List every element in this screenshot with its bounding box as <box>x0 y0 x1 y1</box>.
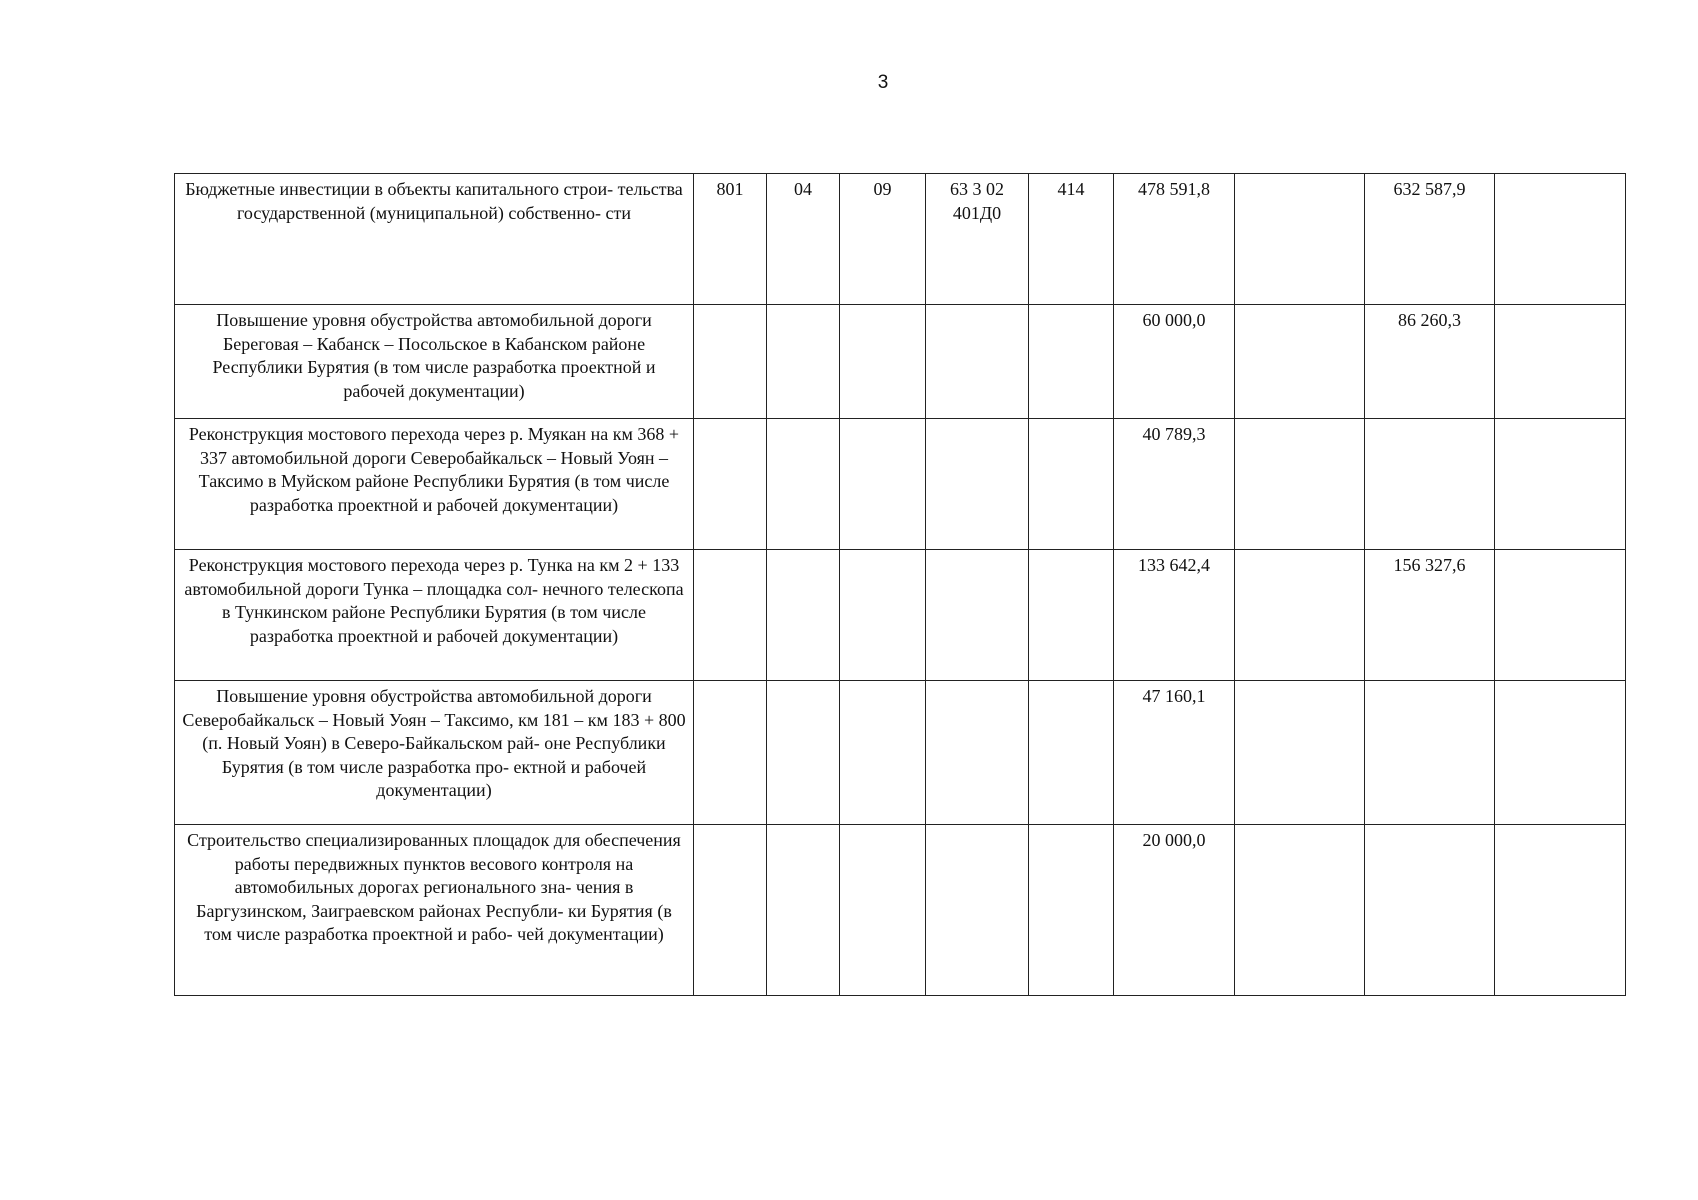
amount-cell-1: 40 789,3 <box>1114 419 1235 550</box>
amount-cell-1: 47 160,1 <box>1114 681 1235 825</box>
subsection-code-cell <box>840 681 926 825</box>
subsection-code-cell <box>840 305 926 419</box>
ministry-code-cell <box>694 419 767 550</box>
section-code-cell <box>767 305 840 419</box>
table-body <box>175 174 1626 996</box>
description-cell: Строительство специализированных площадок для обеспечения работы передвижных пунктов весового контроля на автомобильных дорогах регионального зна- чения в Баргузинском, Заиграевском районах Республи- ки Бурятия (в том числе разработка проектной и рабо- чей документации) <box>175 825 694 996</box>
amount-cell-4 <box>1495 681 1626 825</box>
table-row <box>175 419 1626 550</box>
expense-type-cell <box>1029 825 1114 996</box>
subsection-code-cell <box>840 419 926 550</box>
subsection-code-cell <box>840 550 926 681</box>
amount-cell-4 <box>1495 550 1626 681</box>
description-cell: Реконструкция мостового перехода через р. Тунка на км 2 + 133 автомобильной дороги Тунка – площадка сол- нечного телескопа в Тункинском районе Республики Бурятия (в том числе разработка проектной и рабочей документации) <box>175 550 694 681</box>
amount-cell-2 <box>1235 305 1365 419</box>
description-cell: Повышение уровня обустройства автомобильной дороги Северобайкальск – Новый Уоян – Таксимо, км 181 – км 183 + 800 (п. Новый Уоян) в Северо-Байкальском рай- оне Республики Бурятия (в том числе разработка про- ектной и рабочей документации) <box>175 681 694 825</box>
table-row <box>175 305 1626 419</box>
target-article-cell <box>926 825 1029 996</box>
description-cell: Реконструкция мостового перехода через р. Муякан на км 368 + 337 автомобильной дороги Северобайкальск – Новый Уоян – Таксимо в Муйском районе Республики Бурятия (в том числе разработка проектной и рабочей документации) <box>175 419 694 550</box>
expense-type-cell: 414 <box>1029 174 1114 305</box>
expense-type-cell <box>1029 681 1114 825</box>
amount-cell-2 <box>1235 419 1365 550</box>
target-article-cell: 63 3 02 401Д0 <box>926 174 1029 305</box>
amount-cell-1: 478 591,8 <box>1114 174 1235 305</box>
budget-table <box>174 173 1626 996</box>
section-code-cell <box>767 681 840 825</box>
target-article-cell <box>926 305 1029 419</box>
section-code-cell <box>767 550 840 681</box>
expense-type-cell <box>1029 550 1114 681</box>
page-number: 3 <box>877 72 889 93</box>
amount-cell-1: 133 642,4 <box>1114 550 1235 681</box>
amount-cell-1: 20 000,0 <box>1114 825 1235 996</box>
amount-cell-4 <box>1495 825 1626 996</box>
expense-type-cell <box>1029 419 1114 550</box>
amount-cell-3: 632 587,9 <box>1365 174 1495 305</box>
amount-cell-4 <box>1495 174 1626 305</box>
target-article-cell <box>926 419 1029 550</box>
amount-cell-2 <box>1235 550 1365 681</box>
table-row <box>175 550 1626 681</box>
section-code-cell: 04 <box>767 174 840 305</box>
table-row <box>175 825 1626 996</box>
amount-cell-2 <box>1235 825 1365 996</box>
ministry-code-cell <box>694 825 767 996</box>
subsection-code-cell: 09 <box>840 174 926 305</box>
ministry-code-cell <box>694 681 767 825</box>
section-code-cell <box>767 419 840 550</box>
amount-cell-3: 156 327,6 <box>1365 550 1495 681</box>
amount-cell-2 <box>1235 681 1365 825</box>
ministry-code-cell: 801 <box>694 174 767 305</box>
ministry-code-cell <box>694 550 767 681</box>
amount-cell-3 <box>1365 825 1495 996</box>
amount-cell-3 <box>1365 681 1495 825</box>
amount-cell-2 <box>1235 174 1365 305</box>
description-cell: Повышение уровня обустройства автомобильной дороги Береговая – Кабанск – Посольское в Кабанском районе Республики Бурятия (в том числе разработка проектной и рабочей документации) <box>175 305 694 419</box>
target-article-cell <box>926 550 1029 681</box>
amount-cell-3: 86 260,3 <box>1365 305 1495 419</box>
amount-cell-1: 60 000,0 <box>1114 305 1235 419</box>
ministry-code-cell <box>694 305 767 419</box>
amount-cell-4 <box>1495 419 1626 550</box>
table-row <box>175 681 1626 825</box>
table-row <box>175 174 1626 305</box>
amount-cell-4 <box>1495 305 1626 419</box>
description-cell: Бюджетные инвестиции в объекты капитального строи- тельства государственной (муниципальной) собственно- сти <box>175 174 694 305</box>
amount-cell-3 <box>1365 419 1495 550</box>
subsection-code-cell <box>840 825 926 996</box>
expense-type-cell <box>1029 305 1114 419</box>
target-article-cell <box>926 681 1029 825</box>
section-code-cell <box>767 825 840 996</box>
